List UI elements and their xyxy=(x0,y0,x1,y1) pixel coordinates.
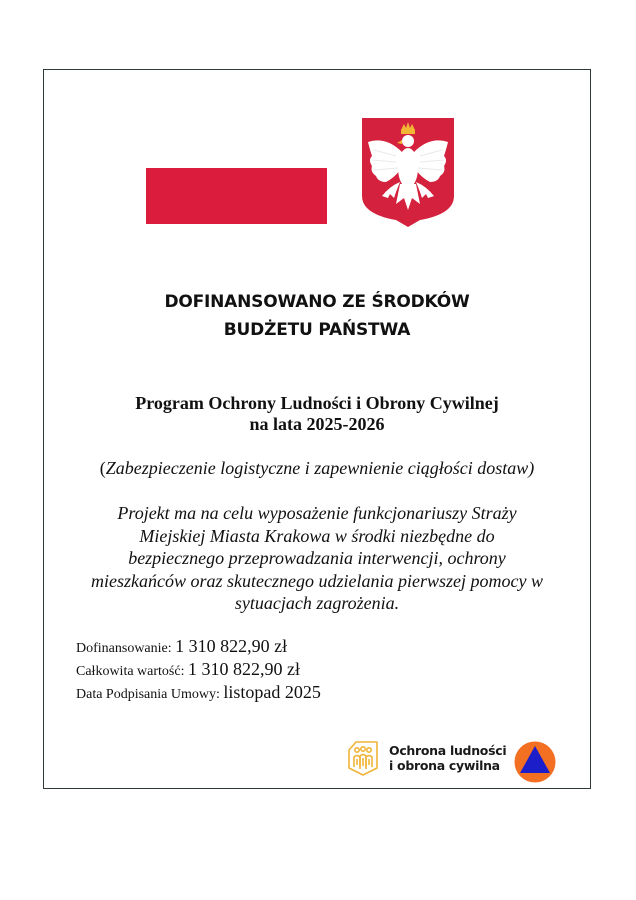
people-group-hexagon-icon xyxy=(346,739,380,777)
polish-flag-icon xyxy=(146,168,327,224)
detail-value: 1 310 822,90 zł xyxy=(187,659,300,679)
funding-details xyxy=(76,636,321,705)
detail-row-signing-date xyxy=(76,682,321,705)
program-title-line1: Program Ochrony Ludności i Obrony Cywilnej xyxy=(135,393,499,413)
polish-eagle-emblem-icon xyxy=(360,116,456,228)
description-line: Miejskiej Miasta Krakowa w środki niezbędne do xyxy=(139,525,495,546)
funding-heading-line1: DOFINANSOWANO ZE ŚRODKÓW xyxy=(164,292,470,312)
subtitle-open-paren: ( xyxy=(99,458,106,478)
description-line: Projekt ma na celu wyposażenie funkcjonariuszy Straży xyxy=(117,503,517,523)
project-description xyxy=(63,502,571,615)
detail-label: Data Podpisania Umowy: xyxy=(76,687,224,702)
ocl-logo-text-line2: i obrona cywilna xyxy=(389,758,500,773)
detail-label: Całkowita wartość: xyxy=(76,664,188,679)
program-subtitle xyxy=(43,457,591,479)
subtitle-text: Zabezpieczenie logistyczne i zapewnienie ciągłości dostaw) xyxy=(105,458,535,478)
detail-value: listopad 2025 xyxy=(223,682,321,702)
program-title xyxy=(43,393,591,435)
program-title-line2: na lata 2025-2026 xyxy=(249,414,385,434)
civil-defense-triangle-icon xyxy=(514,741,556,783)
description-line: sytuacjach zagrożenia. xyxy=(234,593,400,613)
detail-row-total-value xyxy=(76,659,321,682)
ocl-logo-text-line1: Ochrona ludności xyxy=(389,743,507,758)
description-line: mieszkańców oraz skutecznego udzielania pierwszej pomocy w xyxy=(91,570,543,591)
detail-value: 1 310 822,90 zł xyxy=(175,636,288,656)
funding-heading-line2: BUDŻETU PAŃSTWA xyxy=(223,320,411,340)
description-line: bezpiecznego przeprowadzania interwencji, ochrony xyxy=(128,548,506,568)
funding-heading xyxy=(43,288,591,344)
detail-row-funding xyxy=(76,636,321,659)
detail-label: Dofinansowanie: xyxy=(76,641,176,656)
ocl-logo-text xyxy=(389,743,506,773)
